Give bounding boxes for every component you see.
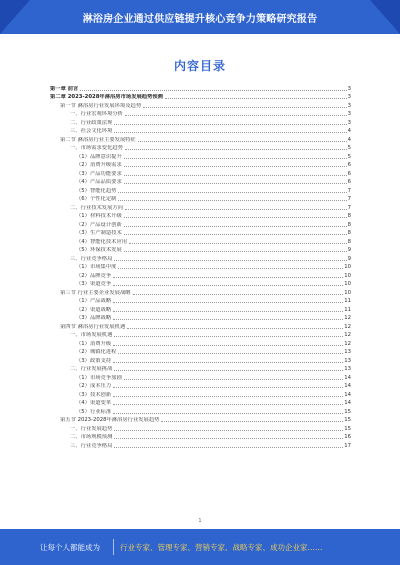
- toc-entry-page: 4: [347, 128, 351, 134]
- toc-entry[interactable]: [50, 203, 351, 212]
- footer-divider: [113, 539, 114, 555]
- report-title: 淋浴房企业通过供应链提升核心竞争力策略研究报告: [82, 14, 318, 25]
- toc-leader-dots: [114, 430, 343, 431]
- toc-entry-page: 14: [344, 391, 351, 398]
- toc-leader-dots: [113, 362, 343, 363]
- toc-entry[interactable]: [50, 331, 351, 340]
- toc-leader-dots: [114, 438, 343, 439]
- toc-entry[interactable]: [50, 161, 351, 170]
- toc-leader-dots: [113, 396, 343, 397]
- toc-entry-page: 4: [347, 136, 351, 143]
- toc-leader-dots: [124, 217, 347, 218]
- toc-entry-label: （1）市场竞争加剧: [76, 374, 122, 381]
- toc-entry[interactable]: [50, 246, 351, 255]
- toc-entry[interactable]: [50, 178, 351, 187]
- footer-slogan-right: 行业专家、管理专家、营销专家、战略专家、成功企业家……: [120, 543, 323, 552]
- toc-entry-label: （6）个性化定制: [76, 196, 117, 202]
- toc-entry[interactable]: [50, 280, 351, 289]
- toc-entry-page: 13: [344, 357, 351, 364]
- toc-leader-dots: [165, 98, 347, 99]
- toc-entry-page: 10: [344, 272, 351, 279]
- toc-entry-label: 第五节 2023-2028年淋浴房行业发展趋势: [60, 417, 160, 423]
- toc-entry[interactable]: [50, 127, 351, 136]
- toc-leader-dots: [125, 149, 347, 150]
- toc-leader-dots: [161, 421, 343, 422]
- toc-leader-dots: [80, 90, 346, 91]
- toc-leader-dots: [118, 353, 343, 354]
- toc-entry[interactable]: [50, 144, 351, 153]
- toc-entry-label: （3）产品功能要求: [76, 170, 122, 177]
- toc-entry-page: 8: [347, 213, 351, 219]
- toc-entry[interactable]: [50, 118, 351, 127]
- toc-entry-label: （3）政策支持: [76, 357, 112, 364]
- toc-leader-dots: [138, 141, 347, 142]
- toc-entry[interactable]: [50, 441, 351, 450]
- table-of-contents: [50, 84, 351, 450]
- toc-entry-label: （2）消费升级需求: [76, 162, 122, 168]
- toc-entry-label: （1）产品战略: [76, 298, 112, 304]
- toc-entry-label: （4）产品品质要求: [76, 179, 122, 185]
- toc-leader-dots: [113, 285, 343, 286]
- toc-entry-page: 14: [344, 374, 351, 381]
- toc-entry-page: 14: [344, 400, 351, 406]
- toc-entry-label: 二、行业技术发展方向: [70, 204, 123, 211]
- toc-leader-dots: [114, 124, 346, 125]
- toc-leader-dots: [113, 302, 343, 303]
- header-band: [0, 0, 400, 34]
- toc-entry-page: 15: [344, 417, 351, 423]
- toc-entry-page: 9: [347, 255, 351, 262]
- toc-entry[interactable]: [50, 212, 351, 221]
- toc-entry[interactable]: [50, 339, 351, 348]
- toc-entry-label: （4）渠道变革: [76, 400, 112, 406]
- toc-entry-page: 13: [344, 366, 351, 372]
- toc-leader-dots: [113, 277, 343, 278]
- toc-leader-dots: [114, 447, 343, 448]
- toc-entry-page: 6: [347, 162, 351, 168]
- toc-entry-page: 10: [344, 281, 351, 287]
- toc-entry-page: 5: [347, 145, 351, 151]
- toc-entry-label: （3）渠道竞争: [76, 281, 112, 287]
- toc-entry-page: 10: [344, 289, 351, 296]
- toc-leader-dots: [124, 234, 347, 235]
- toc-entry[interactable]: [50, 365, 351, 374]
- toc-leader-dots: [114, 260, 346, 261]
- page-number: 1: [198, 518, 202, 524]
- toc-leader-dots: [127, 328, 343, 329]
- toc-entry-label: 第一章 前言: [50, 85, 79, 92]
- toc-entry-page: 13: [344, 349, 351, 355]
- toc-entry-page: 7: [347, 196, 351, 202]
- toc-entry-page: 15: [344, 425, 351, 432]
- toc-entry-page: 17: [344, 442, 351, 449]
- toc-entry-label: 第二章 2023-2028年淋浴房市场发展趋势预测: [50, 94, 163, 100]
- toc-entry-page: 12: [344, 332, 351, 338]
- toc-leader-dots: [114, 132, 346, 133]
- toc-entry-page: 11: [344, 298, 351, 304]
- footer-slogan-left: 让每个人都能成为: [40, 543, 100, 552]
- toc-leader-dots: [124, 226, 347, 227]
- toc-entry-label: 第一节 淋浴房行业发展环境及趋势: [60, 102, 142, 109]
- toc-entry[interactable]: [50, 382, 351, 391]
- toc-leader-dots: [114, 336, 343, 337]
- toc-entry[interactable]: [50, 433, 351, 442]
- toc-leader-dots: [113, 413, 343, 414]
- toc-entry[interactable]: [50, 237, 351, 246]
- toc-entry-page: 7: [347, 187, 351, 194]
- toc-entry-label: （1）品牌意识提升: [76, 153, 122, 160]
- toc-entry-page: 3: [347, 119, 351, 126]
- toc-entry[interactable]: [50, 407, 351, 416]
- toc-leader-dots: [113, 311, 343, 312]
- toc-entry-page: 9: [347, 247, 351, 253]
- toc-entry[interactable]: [50, 390, 351, 399]
- toc-entry-label: 三、社会文化环境: [70, 128, 113, 134]
- toc-entry-label: （2）成本压力: [76, 383, 112, 389]
- toc-entry[interactable]: [50, 220, 351, 229]
- toc-entry-label: 一、行业发展趋势: [70, 425, 113, 432]
- toc-entry[interactable]: [50, 424, 351, 433]
- toc-leader-dots: [125, 115, 347, 116]
- toc-entry-label: （2）城镇化进程: [76, 349, 117, 355]
- toc-leader-dots: [133, 294, 344, 295]
- toc-leader-dots: [118, 268, 343, 269]
- toc-entry[interactable]: [50, 254, 351, 263]
- toc-entry[interactable]: [50, 101, 351, 110]
- toc-leader-dots: [124, 175, 347, 176]
- toc-entry-page: 16: [344, 434, 351, 440]
- toc-entry-label: 二、市场规模预测: [70, 434, 113, 440]
- toc-leader-dots: [113, 345, 343, 346]
- toc-leader-dots: [143, 107, 346, 108]
- toc-entry-label: （5）行业标准: [76, 408, 112, 415]
- toc-entry-page: 7: [347, 204, 351, 211]
- toc-entry-label: （2）渠道战略: [76, 306, 112, 313]
- toc-entry[interactable]: [50, 297, 351, 306]
- toc-entry-page: 3: [347, 102, 351, 109]
- toc-entry-label: 一、市场发展机遇: [70, 332, 113, 338]
- toc-entry-label: （2）产品设计创新: [76, 221, 122, 228]
- toc-entry-page: 14: [344, 383, 351, 389]
- toc-entry-page: 3: [347, 94, 351, 100]
- toc-entry[interactable]: [50, 322, 351, 331]
- toc-entry-label: （5）环保技术发展: [76, 247, 122, 253]
- toc-leader-dots: [124, 158, 347, 159]
- toc-entry-label: 三、行业竞争格局: [70, 442, 113, 449]
- toc-entry[interactable]: [50, 229, 351, 238]
- toc-entry[interactable]: [50, 84, 351, 93]
- toc-leader-dots: [118, 200, 346, 201]
- toc-title: 内容目录: [173, 59, 226, 73]
- toc-entry-label: 二、行业政策法规: [70, 119, 113, 126]
- toc-entry-page: 10: [344, 264, 351, 270]
- toc-entry-label: （3）技术创新: [76, 391, 112, 398]
- toc-entry-page: 8: [347, 230, 351, 236]
- toc-entry-page: 8: [347, 221, 351, 228]
- toc-entry-label: （3）生产制造技术: [76, 230, 122, 236]
- toc-entry-page: 6: [347, 179, 351, 185]
- toc-entry[interactable]: [50, 152, 351, 161]
- toc-entry[interactable]: [50, 169, 351, 178]
- toc-entry-page: 15: [344, 408, 351, 415]
- toc-entry[interactable]: [50, 135, 351, 144]
- toc-leader-dots: [124, 183, 347, 184]
- toc-entry-label: 一、行业宏观环境分析: [70, 111, 123, 117]
- toc-leader-dots: [113, 404, 343, 405]
- toc-entry-label: 一、市场需求变化趋势: [70, 145, 123, 151]
- toc-entry-label: （2）品牌竞争: [76, 272, 112, 279]
- toc-leader-dots: [114, 370, 343, 371]
- toc-entry[interactable]: [50, 263, 351, 272]
- toc-entry[interactable]: [50, 416, 351, 425]
- toc-leader-dots: [124, 166, 347, 167]
- toc-entry[interactable]: [50, 399, 351, 408]
- toc-entry-page: 12: [344, 340, 351, 347]
- toc-entry-label: （4）智能化技术应用: [76, 238, 128, 245]
- toc-entry-page: 3: [347, 111, 351, 117]
- footer-band: [0, 529, 400, 565]
- toc-entry[interactable]: [50, 314, 351, 323]
- toc-entry-label: 第三节 行业主要企业发展战略: [60, 289, 131, 296]
- toc-entry[interactable]: [50, 305, 351, 314]
- toc-entry[interactable]: [50, 271, 351, 280]
- toc-leader-dots: [118, 192, 346, 193]
- toc-entry-page: 12: [344, 315, 351, 321]
- toc-entry[interactable]: [50, 288, 351, 297]
- toc-leader-dots: [113, 319, 343, 320]
- toc-entry[interactable]: [50, 356, 351, 365]
- toc-entry-page: 5: [347, 153, 351, 160]
- toc-entry[interactable]: [50, 195, 351, 204]
- toc-entry-label: 二、行业发展挑战: [70, 366, 113, 372]
- toc-entry-label: （1）材料技术升级: [76, 213, 122, 219]
- toc-entry-page: 8: [347, 238, 351, 245]
- toc-entry-label: 第四节 淋浴房行业发展机遇: [60, 323, 126, 330]
- toc-entry[interactable]: [50, 110, 351, 119]
- toc-entry-label: （3）品牌战略: [76, 315, 112, 321]
- toc-leader-dots: [124, 379, 344, 380]
- toc-entry-page: 3: [347, 85, 351, 92]
- toc-entry-label: 第二节 淋浴房行业主要发展特征: [60, 136, 136, 143]
- toc-leader-dots: [124, 251, 347, 252]
- toc-entry-page: 12: [344, 323, 351, 330]
- toc-leader-dots: [129, 243, 347, 244]
- toc-entry-label: （1）市场集中度: [76, 264, 117, 270]
- toc-entry-label: （5）智能化趋势: [76, 187, 117, 194]
- toc-entry[interactable]: [50, 93, 351, 102]
- toc-entry[interactable]: [50, 186, 351, 195]
- toc-entry-label: （1）消费升级: [76, 340, 112, 347]
- toc-entry[interactable]: [50, 348, 351, 357]
- toc-entry-page: 11: [344, 306, 351, 313]
- toc-entry-label: 三、行业竞争格局: [70, 255, 113, 262]
- toc-leader-dots: [125, 209, 347, 210]
- toc-entry-page: 6: [347, 170, 351, 177]
- toc-leader-dots: [113, 387, 343, 388]
- toc-entry[interactable]: [50, 373, 351, 382]
